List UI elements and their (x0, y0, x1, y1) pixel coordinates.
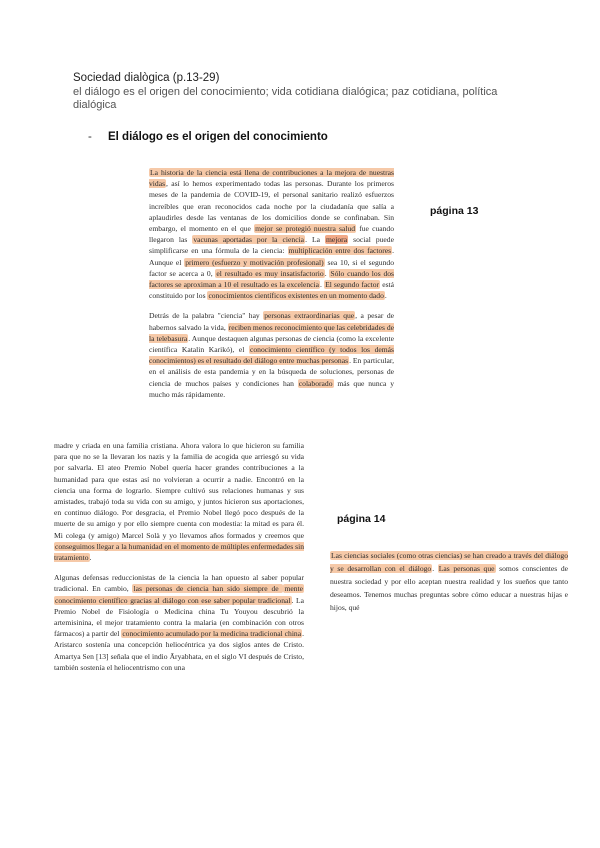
text-run: social puede simplificarse en una fórmula de la ciencia: (149, 235, 394, 256)
page14-right-paragraph (330, 549, 568, 614)
text-run: . Aristarco sostenía una concepción heliocéntrica ya dos siglos antes de Cristo. Amartya Sen [13] señala que el indio Āryabhata, en el siglo VI después de Cristo, también sostenía el heliocentrismo con una (54, 629, 304, 672)
page-14-label: página 14 (337, 513, 386, 525)
text-run: fue cuando llegaron las (149, 224, 395, 245)
text-run: , así lo hemos experimentado todas las personas. Durante los primeros meses de la pandemia de COVID-19, el personal sanitario realizó esfuerzos increíbles que eran reconocidos cada noche por la ciudadanía que salía a aplaudirles desde las ventanas de los domicilios donde se confinaban. Sin embargo, el momento en el que (149, 179, 394, 234)
text-run: está constituido por los (149, 280, 395, 301)
highlight: primero (esfuerzo y motivación profesional) (185, 257, 324, 267)
text-run: . (89, 553, 92, 563)
highlight: La historia de la ciencia está llena de contribuciones a la mejora de nuestras vidas (149, 168, 394, 189)
text-run: . Aunque el (149, 246, 395, 267)
text-run: . La (305, 235, 325, 245)
page14-right-excerpt (330, 549, 568, 623)
highlight: mejor se protegió nuestra salud (255, 224, 356, 234)
highlight: Sólo cuando los dos factores se aproximan a 10 el resultado es la excelencia (149, 268, 394, 290)
highlight: Las personas que (438, 564, 495, 573)
highlight: conocimiento científico (y todos los demás conocimientos) es el resultado del diálogo entre muchas personas (149, 345, 395, 366)
highlight: multiplicación entre dos factores (288, 246, 392, 256)
text-run: . (432, 564, 438, 573)
text-run: . (324, 268, 330, 278)
highlight: mejora (326, 235, 348, 245)
page-13-label: página 13 (430, 205, 479, 217)
text-run: , a pesar de habernos salvado la vida, (149, 311, 394, 332)
page14-paragraph-1 (54, 440, 304, 563)
text-run: . La Premio Nobel de Fisiología o Medicina china Tu Youyou descubrió la artemisinina, el mejor tratamiento contra la malaria (en combinación con otros fármacos) a partir del (54, 595, 305, 639)
text-run: . Aunque destaquen algunas personas de ciencia (como la excelente científica Katalin Karikó), el (149, 333, 394, 355)
highlight: Las ciencias sociales (como otras ciencias) se han creado a través del diálogo y se desarrollan con el diálogo (330, 551, 568, 573)
highlight: colaborado (298, 378, 333, 388)
bullet-dash: - (88, 131, 92, 143)
text-run: sea 10, si el segundo factor se acerca a 0, (149, 257, 394, 278)
page14-paragraph-2 (54, 572, 304, 673)
highlight: vacunas aportadas por la ciencia (193, 235, 305, 245)
page13-excerpt (149, 167, 394, 409)
text-run: somos conscientes de nuestra sociedad y por ello aceptan nuestra realidad y los sueños que tanto deseamos. Tenemos muchas preguntas sobre cómo educar a nuestras hijas e hijos, qué (330, 564, 569, 612)
text-run: madre y criada en una familia cristiana. Ahora valora lo que hicieron su familia para que no se la llevaran los nazis y la familia de acogida que arriesgó su vida por salvarla. El ateo Premio Nobel quería hacer grandes contribuciones a la humanidad para que estas así no volvieran a ocurrir a nadie. Encontró en la ciencia una forma de lograrlo. Siempre cultivó sus relaciones humanas y sus amistades, trabajó toda su vida con su amigo, y juntos hicieron sus aportaciones, en continuo diálogo. Por desgracia, el Premio Nobel llegó poco después de la muerte de su amigo y por ello siempre cuenta con modestia: la mitad es para él. Mi colega (y amigo) Marcel Solà y yo llevamos años formados y creemos que (54, 441, 304, 540)
highlight: conocimiento científico gracias al diálogo con ese saber popular tradicional (55, 595, 291, 605)
highlight: conocimiento acumulado por la medicina tradicional china (122, 629, 302, 639)
text-run: más que nunca y mucho más rápidamente. (149, 378, 395, 399)
document-title: Sociedad dialògica (p.13-29) (73, 72, 220, 84)
text-run: . (384, 291, 387, 301)
highlight: conocimientos científicos existentes en un momento dado (208, 291, 384, 301)
page13-paragraph-1 (149, 167, 394, 301)
document-header (73, 72, 513, 112)
highlight: reciben menos reconocimiento que las celebridades de la telebasura (149, 322, 394, 343)
page13-paragraph-2 (149, 310, 394, 400)
highlight: El segundo factor (325, 280, 380, 290)
highlight: mente (284, 584, 303, 594)
text-run: . (320, 280, 325, 290)
document-subtitle: el diálogo es el origen del conocimiento; vida cotidiana dialógica; paz cotidiana, política dialógica (73, 86, 498, 111)
highlight: el resultado es muy insatisfactorio (216, 268, 324, 278)
text-run: . En particular, en el análisis de esta pandemia y en la búsqueda de soluciones, personas de ciencia de muchos países y condiciones han (149, 356, 394, 388)
section-heading: El diálogo es el origen del conocimiento (108, 131, 328, 143)
text-run: Detrás de la palabra "ciencia" hay (149, 311, 264, 321)
text-run: Algunas defensas reduccionistas de la ciencia la han opuesto al saber popular tradicional. En cambio, (54, 573, 304, 594)
page14-left-excerpt (54, 440, 304, 682)
highlight: las personas de ciencia han sido siempre de (133, 584, 283, 594)
section-heading-row (88, 131, 328, 143)
highlight: conseguimos llegar a la humanidad en el momento de múltiples enfermedades sin tratamiento (54, 541, 304, 563)
highlight: personas extraordinarias que (264, 311, 355, 321)
